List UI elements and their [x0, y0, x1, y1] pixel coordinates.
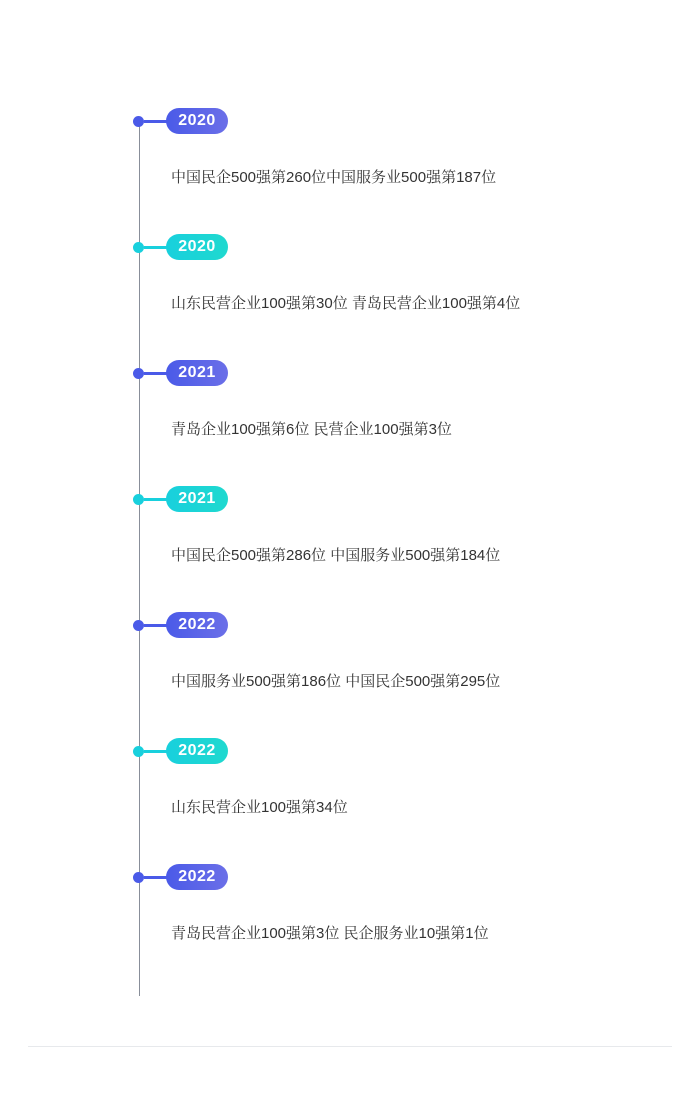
timeline-dot-icon — [133, 872, 144, 883]
timeline-events — [0, 105, 700, 987]
timeline-connector — [144, 372, 168, 375]
timeline-connector — [144, 876, 168, 879]
timeline-dot-icon — [133, 494, 144, 505]
timeline-event-description: 中国服务业500强第186位 中国民企500强第295位 — [171, 673, 501, 690]
timeline-event-description: 中国民企500强第286位 中国服务业500强第184位 — [171, 547, 501, 564]
timeline-year-badge: 2020 — [166, 234, 228, 260]
timeline-event-description: 青岛民营企业100强第3位 民企服务业10强第1位 — [171, 925, 489, 942]
timeline-connector — [144, 120, 168, 123]
footer-divider — [28, 1046, 672, 1047]
timeline-connector — [144, 246, 168, 249]
timeline-connector — [144, 624, 168, 627]
timeline-dot-icon — [133, 116, 144, 127]
timeline-event[interactable] — [0, 735, 700, 861]
timeline-event[interactable] — [0, 357, 700, 483]
timeline-dot-icon — [133, 242, 144, 253]
timeline-event-description: 山东民营企业100强第30位 青岛民营企业100强第4位 — [171, 295, 521, 312]
timeline-event[interactable] — [0, 861, 700, 987]
timeline-event[interactable] — [0, 483, 700, 609]
timeline-event[interactable] — [0, 105, 700, 231]
timeline-event[interactable] — [0, 609, 700, 735]
timeline-year-badge: 2021 — [166, 360, 228, 386]
timeline-event-description: 山东民营企业100强第34位 — [171, 799, 348, 816]
timeline-event-description: 青岛企业100强第6位 民营企业100强第3位 — [171, 421, 452, 438]
timeline-year-badge: 2021 — [166, 486, 228, 512]
timeline-year-badge: 2022 — [166, 864, 228, 890]
timeline-event-description: 中国民企500强第260位中国服务业500强第187位 — [171, 169, 497, 186]
timeline-year-badge: 2022 — [166, 612, 228, 638]
timeline-event[interactable] — [0, 231, 700, 357]
timeline-year-badge: 2022 — [166, 738, 228, 764]
timeline-connector — [144, 750, 168, 753]
timeline-year-badge: 2020 — [166, 108, 228, 134]
timeline-dot-icon — [133, 368, 144, 379]
timeline-connector — [144, 498, 168, 501]
timeline-dot-icon — [133, 620, 144, 631]
timeline-dot-icon — [133, 746, 144, 757]
